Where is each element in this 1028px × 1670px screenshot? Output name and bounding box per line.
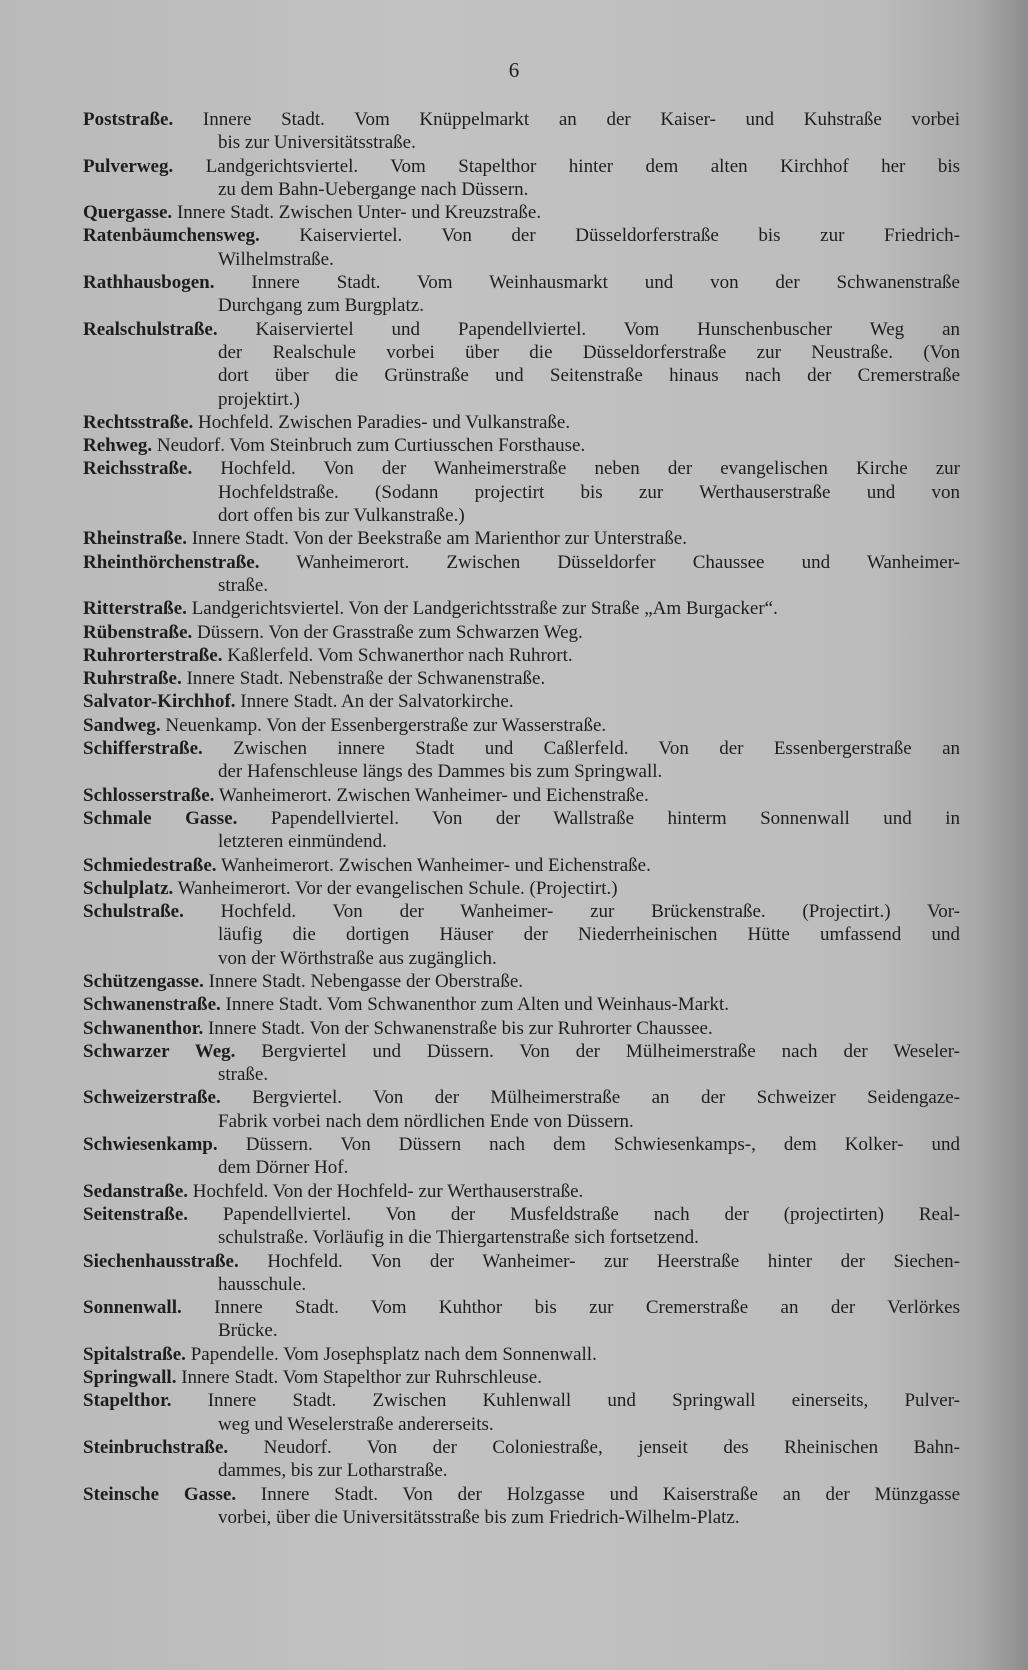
street-description: Hochfeld. Von der Wanheimer- zur Brückenstraße. (Projectirt.) Vor- — [220, 901, 961, 923]
street-name: Rübenstraße. — [83, 621, 193, 643]
entry-continuation-line — [83, 294, 960, 317]
street-name: Quergasse. — [83, 202, 173, 224]
street-description: Innere Stadt. Zwischen Kuhlenwall und Springwall einerseits, Pulver- — [207, 1390, 961, 1412]
street-description: Hochfeld. Von der Hochfeld- zur Werthauserstraße. — [192, 1180, 584, 1202]
street-entry — [83, 271, 960, 318]
entry-first-line — [83, 1483, 960, 1506]
street-name: Siechenhausstraße. — [83, 1250, 239, 1272]
street-description: Innere Stadt. Vom Kuhthor bis zur Cremerstraße an der Verlörkes — [214, 1297, 961, 1319]
entry-first-line — [83, 644, 960, 667]
street-entry — [83, 1436, 960, 1483]
entry-first-line — [83, 1343, 960, 1366]
street-entry — [83, 1366, 960, 1389]
street-description: Hochfeld. Von der Wanheimerstraße neben der evangelischen Kirche zur — [220, 458, 960, 480]
street-entry — [83, 667, 960, 690]
entry-first-line — [83, 737, 960, 760]
entry-first-line — [83, 690, 960, 713]
street-description: Innere Stadt. Vom Weinhausmarkt und von der Schwanenstraße — [251, 272, 960, 294]
street-description: Kaiserviertel. Von der Düsseldorferstraße bis zur Friedrich- — [299, 225, 961, 247]
street-entry — [83, 108, 960, 155]
entry-first-line — [83, 551, 960, 574]
street-description: Papendellviertel. Von der Wallstraße hinterm Sonnenwall und in — [270, 807, 961, 829]
street-entry — [83, 1017, 960, 1040]
street-name: Rechtsstraße. — [83, 411, 194, 433]
street-name: Schwanenstraße. — [83, 994, 221, 1016]
street-entry — [83, 1483, 960, 1530]
street-description: Innere Stadt. Von der Holzgasse und Kaiserstraße an der Münzgasse — [260, 1483, 961, 1505]
street-description: straße. — [218, 1064, 269, 1086]
street-name: Steinbruchstraße. — [83, 1436, 229, 1458]
street-name: Steinsche Gasse. — [83, 1483, 237, 1505]
street-description: hausschule. — [218, 1273, 307, 1295]
entry-continuation-line — [83, 574, 960, 597]
street-description: Innere Stadt. Vom Stapelthor zur Ruhrschleuse. — [181, 1367, 542, 1389]
entry-first-line — [83, 108, 960, 131]
street-description: Landgerichtsviertel. Von der Landgerichtsstraße zur Straße „Am Burgacker“. — [191, 598, 778, 620]
entry-continuation-line — [83, 1506, 960, 1529]
street-description: dort offen bis zur Vulkanstraße.) — [218, 505, 465, 527]
entry-first-line — [83, 714, 960, 737]
entry-first-line — [83, 457, 960, 480]
street-description: Innere Stadt. Nebengasse der Oberstraße. — [208, 970, 524, 992]
street-name: Seitenstraße. — [83, 1203, 189, 1225]
street-name: Schmiedestraße. — [83, 854, 217, 876]
street-name: Reichsstraße. — [83, 458, 193, 480]
street-entry — [83, 784, 960, 807]
street-name: Schmale Gasse. — [83, 807, 238, 829]
entry-continuation-line — [83, 248, 960, 271]
street-description: Düssern. Von der Grasstraße zum Schwarzen Weg. — [197, 621, 583, 643]
street-description: Wanheimerort. Zwischen Wanheimer- und Eichenstraße. — [218, 784, 649, 806]
street-name: Rehweg. — [83, 435, 153, 457]
street-name: Schwanenthor. — [83, 1017, 204, 1039]
street-description: Neudorf. Vom Steinbruch zum Curtiusschen Forsthause. — [156, 435, 586, 457]
street-entry — [83, 411, 960, 434]
street-name: Schulplatz. — [83, 877, 174, 899]
street-entry — [83, 551, 960, 598]
street-entry — [83, 807, 960, 854]
street-description: Bergviertel und Düssern. Von der Mülheimerstraße nach der Weseler- — [261, 1040, 961, 1062]
entry-first-line — [83, 224, 960, 247]
entry-first-line — [83, 1366, 960, 1389]
entry-first-line — [83, 1389, 960, 1412]
street-description: projektirt.) — [218, 388, 300, 410]
street-name: Schlosserstraße. — [83, 784, 215, 806]
street-description: Neudorf. Von der Coloniestraße, jenseit des Rheinischen Bahn- — [263, 1436, 961, 1458]
entry-continuation-line — [83, 178, 960, 201]
street-name: Rheinstraße. — [83, 528, 187, 550]
street-description: Wanheimerort. Vor der evangelischen Schule. (Projectirt.) — [177, 877, 618, 899]
street-name: Poststraße. — [83, 109, 174, 130]
street-entry — [83, 644, 960, 667]
street-name: Spitalstraße. — [83, 1343, 186, 1365]
entry-continuation-line — [83, 1273, 960, 1296]
entry-first-line — [83, 1086, 960, 1109]
street-name: Pulverweg. — [83, 155, 174, 177]
entry-first-line — [83, 1133, 960, 1156]
page-number: 6 — [508, 58, 520, 82]
entry-continuation-line — [83, 947, 960, 970]
street-description: Papendelle. Vom Josephsplatz nach dem Sonnenwall. — [190, 1343, 597, 1365]
street-name: Sonnenwall. — [83, 1297, 182, 1319]
street-description: Bergviertel. Von der Mülheimerstraße an der Schweizer Seidengaze- — [252, 1087, 961, 1109]
entry-first-line — [83, 1436, 960, 1459]
street-description: Neuenkamp. Von der Essenbergerstraße zur Wasserstraße. — [165, 714, 607, 736]
entry-first-line — [83, 411, 960, 434]
entry-first-line — [83, 1296, 960, 1319]
street-description: dem Dörner Hof. — [218, 1157, 349, 1179]
street-description: der Realschule vorbei über die Düsseldorferstraße zur Neustraße. (Von — [218, 341, 960, 363]
street-name: Sandweg. — [83, 714, 161, 736]
entry-first-line — [83, 1180, 960, 1203]
entry-first-line — [83, 993, 960, 1016]
entry-first-line — [83, 1040, 960, 1063]
street-description: schulstraße. Vorläufig in die Thiergartenstraße sich fortsetzend. — [218, 1227, 699, 1249]
street-name: Schützengasse. — [83, 970, 204, 992]
entry-first-line — [83, 784, 960, 807]
street-description: Innere Stadt. An der Salvatorkirche. — [240, 691, 514, 713]
street-entry — [83, 1343, 960, 1366]
street-description: Innere Stadt. Vom Knüppelmarkt an der Kaiser- und Kuhstraße vorbei — [202, 109, 961, 130]
street-entry — [83, 714, 960, 737]
street-description: Kaiserviertel und Papendellviertel. Vom Hunschenbuscher Weg an — [255, 318, 960, 340]
entry-first-line — [83, 900, 960, 923]
street-description: Zwischen innere Stadt und Caßlerfeld. Von der Essenbergerstraße an — [233, 738, 961, 760]
street-entry — [83, 1086, 960, 1133]
street-name: Schwiesenkamp. — [83, 1134, 218, 1156]
entry-first-line — [83, 1017, 960, 1040]
entry-first-line — [83, 155, 960, 178]
street-description: Hochfeld. Von der Wanheimer- zur Heerstraße hinter der Siechen- — [267, 1250, 960, 1272]
entry-continuation-line — [83, 481, 960, 504]
entry-first-line — [83, 854, 960, 877]
street-description: weg und Weselerstraße andererseits. — [218, 1413, 494, 1435]
street-entry — [83, 597, 960, 620]
street-description: der Hafenschleuse längs des Dammes bis zum Springwall. — [218, 761, 663, 783]
street-entry — [83, 1296, 960, 1343]
street-name: Ruhrorterstraße. — [83, 644, 223, 666]
entry-continuation-line — [83, 760, 960, 783]
street-entry — [83, 1180, 960, 1203]
street-entry — [83, 155, 960, 202]
street-description: straße. — [218, 574, 269, 596]
street-name: Sedanstraße. — [83, 1180, 189, 1202]
street-description: Landgerichtsviertel. Vom Stapelthor hinter dem alten Kirchhof her bis — [205, 155, 960, 177]
street-description: Innere Stadt. Von der Beekstraße am Marienthor zur Unterstraße. — [191, 528, 687, 550]
entry-first-line — [83, 970, 960, 993]
street-description: dort über die Grünstraße und Seitenstraße hinaus nach der Cremerstraße — [218, 365, 960, 387]
street-description: Innere Stadt. Nebenstraße der Schwanenstraße. — [186, 668, 546, 690]
street-name: Ritterstraße. — [83, 598, 187, 620]
street-description: Wilhelmstraße. — [218, 248, 334, 270]
street-entry — [83, 1040, 960, 1087]
entry-first-line — [83, 1250, 960, 1273]
street-entry — [83, 318, 960, 411]
entry-continuation-line — [83, 504, 960, 527]
street-description: von der Wörthstraße aus zugänglich. — [218, 947, 497, 969]
street-description: Wanheimerort. Zwischen Düsseldorfer Chaussee und Wanheimer- — [296, 551, 960, 573]
street-description: Hochfeld. Zwischen Paradies- und Vulkanstraße. — [198, 411, 571, 433]
entry-first-line — [83, 434, 960, 457]
street-description: Düssern. Von Düssern nach dem Schwiesenkamps-, dem Kolker- und — [245, 1134, 961, 1156]
street-name: Realschulstraße. — [83, 318, 218, 340]
entry-continuation-line — [83, 1319, 960, 1342]
street-name: Ruhrstraße. — [83, 668, 182, 690]
entry-first-line — [83, 318, 960, 341]
entry-first-line — [83, 201, 960, 224]
street-entry — [83, 457, 960, 527]
entry-continuation-line — [83, 1063, 960, 1086]
street-description: Innere Stadt. Vom Schwanenthor zum Alten und Weinhaus-Markt. — [225, 994, 729, 1016]
entry-first-line — [83, 621, 960, 644]
street-name: Rheinthörchenstraße. — [83, 551, 260, 573]
entry-continuation-line — [83, 364, 960, 387]
street-name: Stapelthor. — [83, 1390, 172, 1412]
street-entry — [83, 877, 960, 900]
street-name: Schulstraße. — [83, 901, 184, 923]
street-entry — [83, 434, 960, 457]
entry-first-line — [83, 807, 960, 830]
entry-first-line — [83, 667, 960, 690]
street-description: vorbei, über die Universitätsstraße bis zum Friedrich-Wilhelm-Platz. — [218, 1506, 740, 1528]
street-name: Springwall. — [83, 1367, 177, 1389]
entry-continuation-line — [83, 1110, 960, 1133]
street-description: bis zur Universitätsstraße. — [218, 132, 416, 154]
street-description: zu dem Bahn-Uebergange nach Düssern. — [218, 178, 529, 200]
entry-continuation-line — [83, 341, 960, 364]
street-entry — [83, 1203, 960, 1250]
street-entry — [83, 854, 960, 877]
street-entry — [83, 970, 960, 993]
street-entry — [83, 1389, 960, 1436]
entry-continuation-line — [83, 830, 960, 853]
street-entry — [83, 690, 960, 713]
street-entry — [83, 1133, 960, 1180]
street-description: Kaßlerfeld. Vom Schwanerthor nach Ruhrort. — [227, 644, 573, 666]
street-name: Schifferstraße. — [83, 738, 203, 760]
street-entry — [83, 527, 960, 550]
street-entry — [83, 621, 960, 644]
street-name: Schweizerstraße. — [83, 1087, 221, 1109]
entry-continuation-line — [83, 388, 960, 411]
street-description: Brücke. — [218, 1320, 278, 1342]
entry-first-line — [83, 597, 960, 620]
street-description: Innere Stadt. Von der Schwanenstraße bis zur Ruhrorter Chaussee. — [207, 1017, 713, 1039]
entry-first-line — [83, 877, 960, 900]
street-entry — [83, 201, 960, 224]
entry-continuation-line — [83, 923, 960, 946]
street-directory — [83, 108, 960, 1529]
street-entry — [83, 1250, 960, 1297]
street-description: Papendellviertel. Von der Musfeldstraße nach der (projectirten) Real- — [222, 1203, 961, 1225]
entry-continuation-line — [83, 1226, 960, 1249]
street-name: Ratenbäumchensweg. — [83, 225, 260, 247]
street-description: Wanheimerort. Zwischen Wanheimer- und Eichenstraße. — [220, 854, 651, 876]
entry-continuation-line — [83, 131, 960, 154]
street-name: Salvator-Kirchhof. — [83, 691, 236, 713]
street-name: Schwarzer Weg. — [83, 1040, 236, 1062]
entry-continuation-line — [83, 1156, 960, 1179]
street-entry — [83, 224, 960, 271]
street-entry — [83, 900, 960, 970]
street-description: Hochfeldstraße. (Sodann projectirt bis zur Werthauserstraße und von — [218, 481, 960, 503]
entry-first-line — [83, 527, 960, 550]
street-description: letzteren einmündend. — [218, 831, 387, 853]
street-entry — [83, 737, 960, 784]
street-description: Durchgang zum Burgplatz. — [218, 295, 424, 317]
street-description: Fabrik vorbei nach dem nördlichen Ende von Düssern. — [218, 1110, 634, 1132]
entry-first-line — [83, 271, 960, 294]
entry-continuation-line — [83, 1413, 960, 1436]
street-entry — [83, 993, 960, 1016]
street-description: Innere Stadt. Zwischen Unter- und Kreuzstraße. — [176, 202, 542, 224]
entry-first-line — [83, 1203, 960, 1226]
entry-continuation-line — [83, 1459, 960, 1482]
street-name: Rathhausbogen. — [83, 272, 215, 294]
street-description: dammes, bis zur Lotharstraße. — [218, 1460, 448, 1482]
street-description: läufig die dortigen Häuser der Niederrheinischen Hütte umfassend und — [218, 924, 960, 946]
